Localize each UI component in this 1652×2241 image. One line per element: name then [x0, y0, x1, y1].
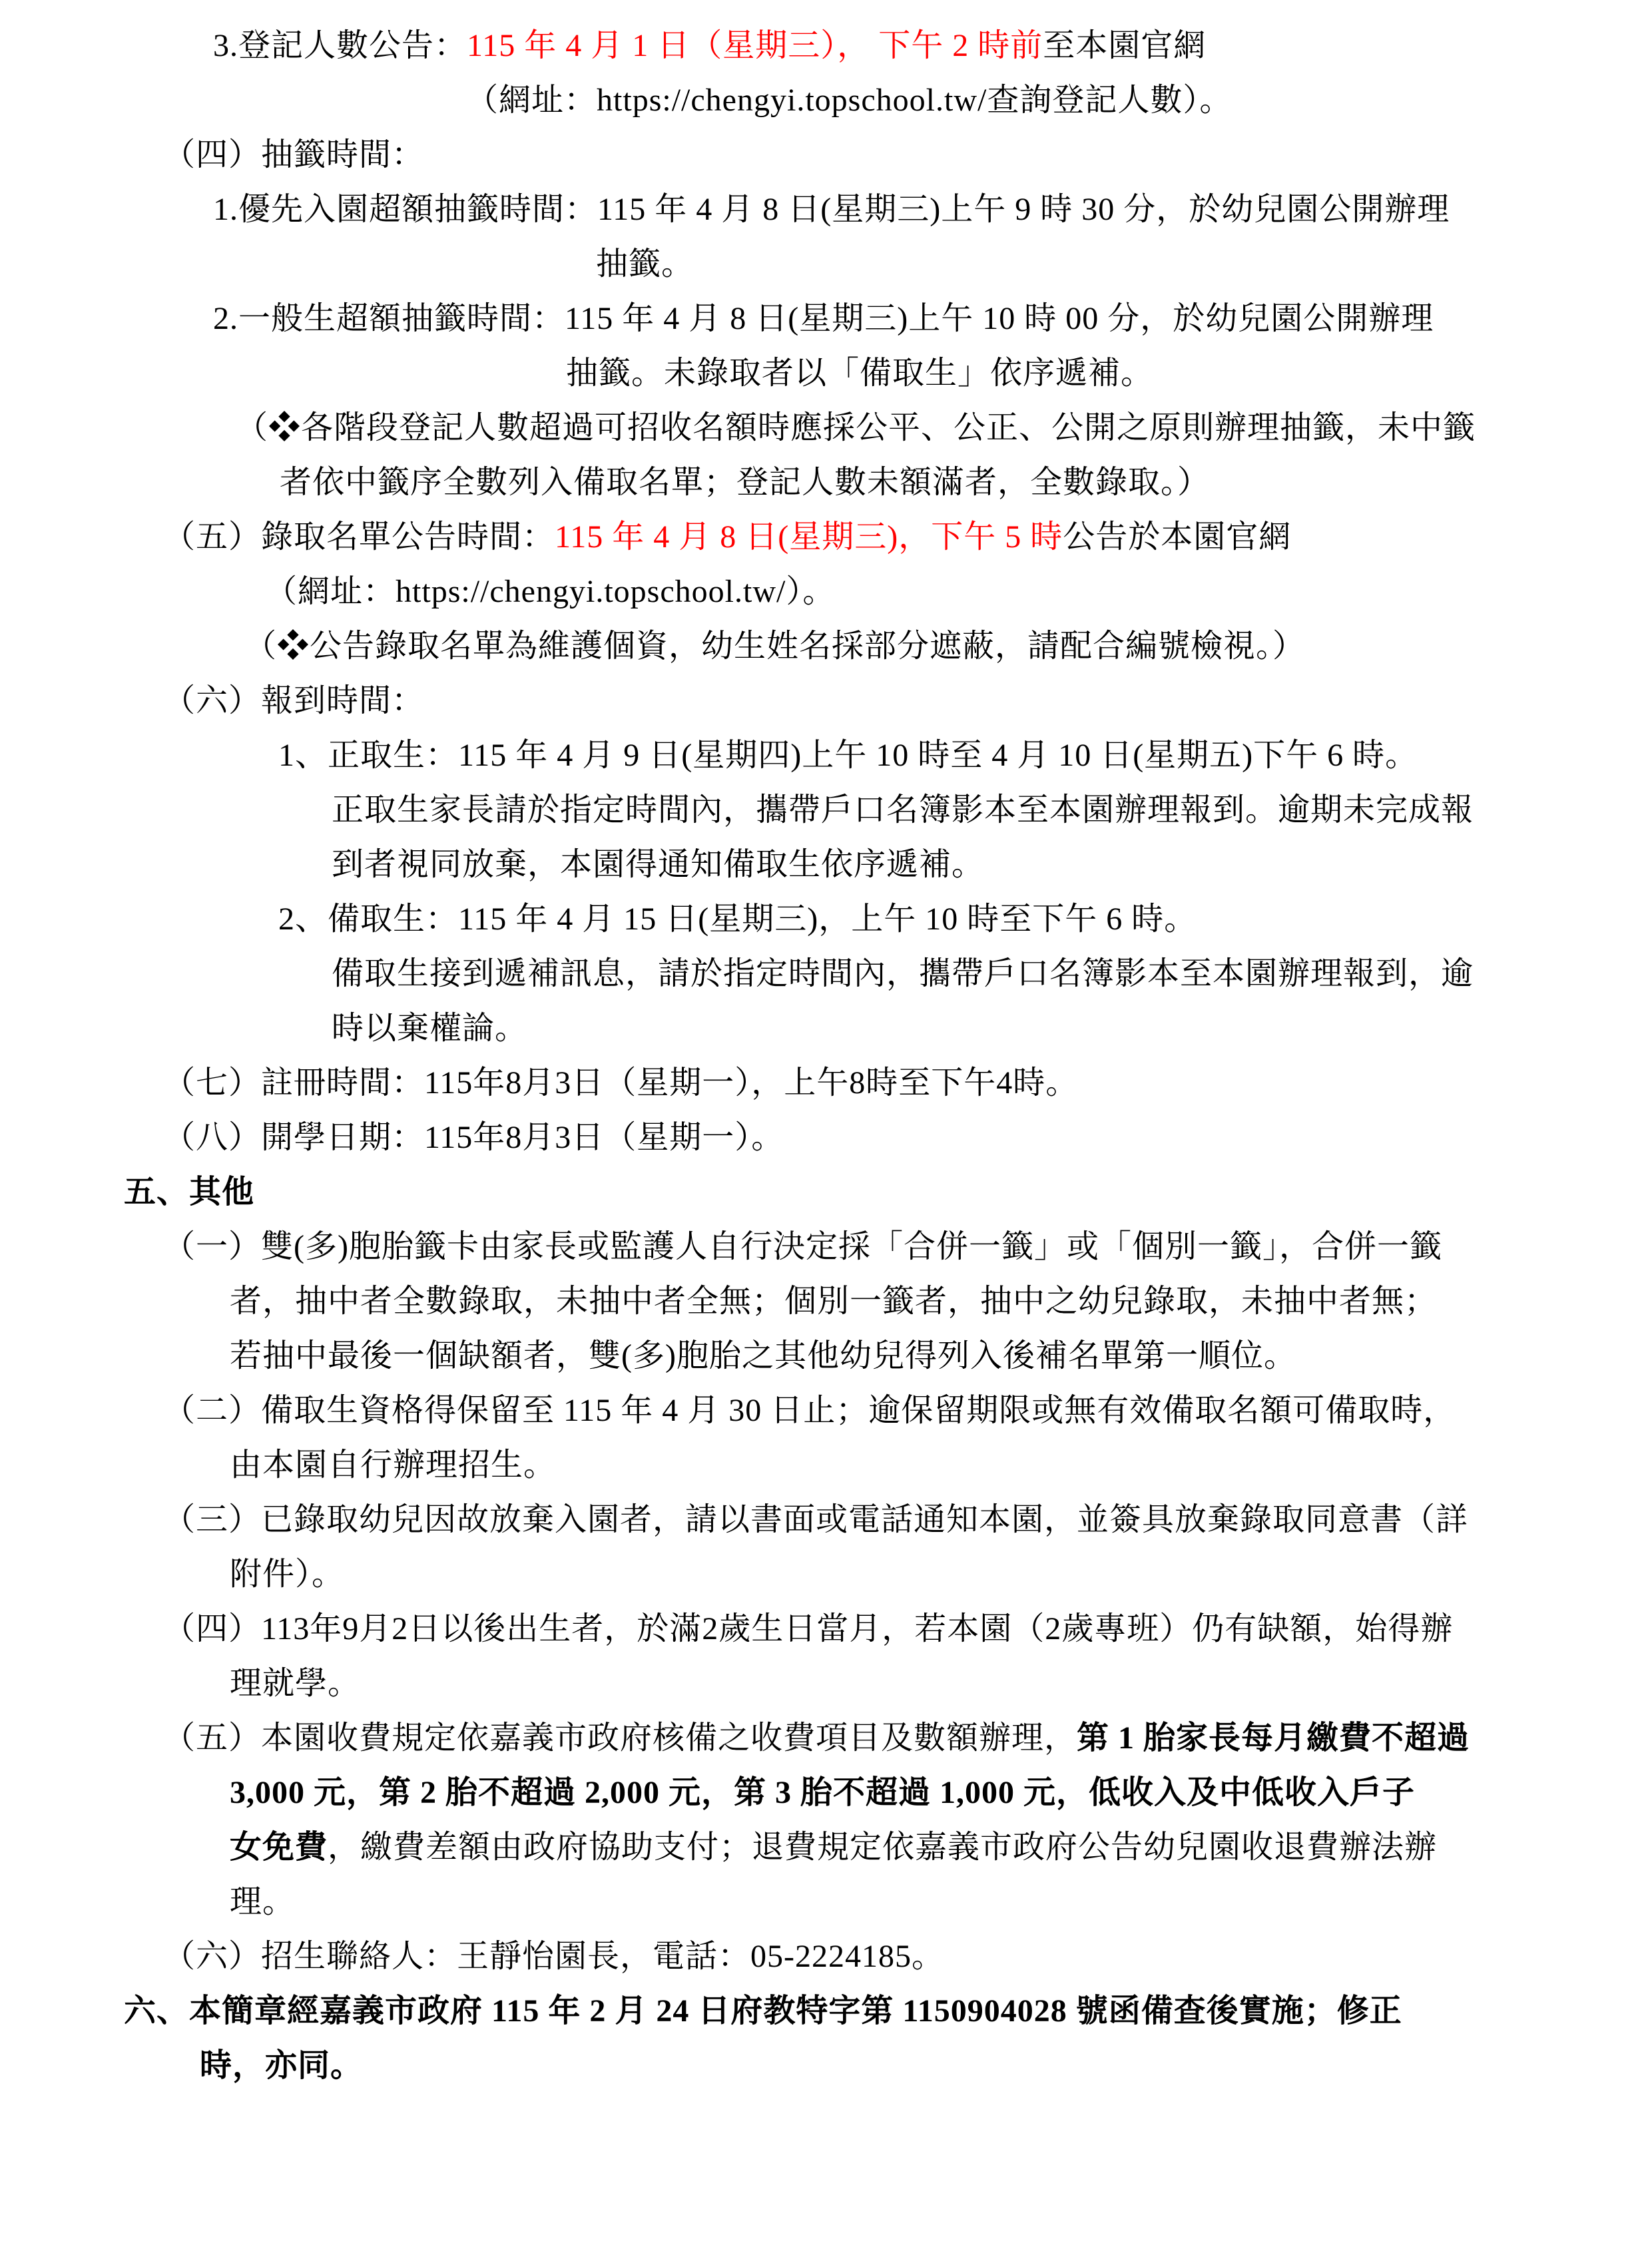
text-segment: 者，抽中者全數錄取，未抽中者全無；個別一籤者，抽中之幼兒錄取，未抽中者無； [230, 1284, 1438, 1319]
text-line [0, 292, 1652, 346]
text-line [0, 1438, 1652, 1493]
text-line [0, 1274, 1652, 1329]
text-segment: 由本園自行辦理招生。 [230, 1447, 557, 1483]
url-text: https://chengyi.topschool.tw/ [396, 574, 786, 609]
text-segment: 抽籤。 [596, 246, 694, 282]
text-segment: 備取生接到遞補訊息，請於指定時間內，攜帶戶口名簿影本至本園辦理報到，逾 [332, 956, 1474, 991]
text-line [0, 1165, 1652, 1220]
text-line [0, 1111, 1652, 1165]
text-segment: 115 年 4 月 1 日（星期三）， 下午 2 時前 [467, 28, 1043, 63]
text-segment: 2.一般生超額抽籤時間：115 年 4 月 8 日(星期三)上午 10 時 00 分，於幼兒園公開辦理 [213, 301, 1434, 336]
text-segment: 1、正取生：115 年 4 月 9 日(星期四)上午 10 時至 4 月 10 日(星期五)下午 6 時。 [278, 738, 1418, 773]
text-segment: 六、本簡章經嘉義市政府 115 年 2 月 24 日府教特字第 1150904028 號函備查後實施；修正 [124, 1993, 1402, 2029]
text-line [0, 619, 1652, 674]
text-segment: （五）錄取名單公告時間： [163, 519, 555, 555]
url-text: https://chengyi.topschool.tw/查詢登記人數 [597, 83, 1183, 118]
text-line [0, 1493, 1652, 1547]
text-line [0, 1547, 1652, 1602]
text-segment: 第 1 胎家長每月繳費不超過 [1077, 1720, 1470, 1756]
text-segment: （三）已錄取幼兒因故放棄入園者，請以書面或電話通知本園，並簽具放棄錄取同意書（詳 [163, 1502, 1469, 1537]
text-line [0, 947, 1652, 1001]
text-line [0, 1220, 1652, 1274]
text-segment: 公告於本園官網 [1063, 519, 1292, 555]
text-line [0, 73, 1652, 128]
text-line [0, 1001, 1652, 1056]
text-line [0, 1656, 1652, 1711]
text-segment: ，繳費差額由政府協助支付；退費規定依嘉義市政府公告幼兒園收退費辦法辦 [328, 1830, 1438, 1865]
text-segment: （二）備取生資格得保留至 115 年 4 月 30 日止；逾保留期限或無有效備取名額可備取時， [163, 1393, 1456, 1428]
text-line [0, 346, 1652, 401]
text-segment: 時以棄權論。 [332, 1011, 528, 1046]
text-segment: 到者視同放棄，本園得通知備取生依序遞補。 [332, 847, 985, 882]
text-line [0, 783, 1652, 838]
text-line [0, 1383, 1652, 1438]
text-segment: （四）113年9月2日以後出生者，於滿2歲生日當月，若本園（2歲專班）仍有缺額，始得辦 [163, 1611, 1454, 1646]
text-segment: 115 年 4 月 8 日(星期三)，下午 5 時 [555, 519, 1063, 555]
text-segment: ）。 [786, 574, 836, 609]
text-segment: 1.優先入園超額抽籤時間：115 年 4 月 8 日(星期三)上午 9 時 30 分，於幼兒園公開辦理 [213, 192, 1450, 227]
text-segment: （❖各階段登記人數超過可招收名額時應採公平、公正、公開之原則辦理抽籤，未中籤 [236, 410, 1476, 445]
text-line [0, 237, 1652, 292]
text-segment: （六）招生聯絡人：王靜怡園長，電話：05-2224185。 [163, 1939, 944, 1974]
text-segment: （六）報到時間： [163, 683, 425, 718]
text-segment: 3,000 元，第 2 胎不超過 2,000 元，第 3 胎不超過 1,000 元，低收入及中低收入戶子 [230, 1775, 1416, 1810]
text-line [0, 401, 1652, 455]
text-segment: 2、備取生：115 年 4 月 15 日(星期三)，上午 10 時至下午 6 時。 [278, 901, 1197, 937]
text-segment: 五、其他 [124, 1174, 255, 1210]
text-segment: ）。 [1183, 83, 1233, 118]
text-segment: （八）開學日期：115年8月3日（星期一）。 [163, 1120, 784, 1155]
text-line [0, 510, 1652, 565]
text-line [0, 182, 1652, 237]
text-segment: 理就學。 [230, 1666, 361, 1701]
text-line [0, 1820, 1652, 1875]
text-segment: （一）雙(多)胞胎籤卡由家長或監護人自行決定採「合併一籤」或「個別一籤」，合併一籤 [163, 1229, 1442, 1264]
text-line [0, 728, 1652, 783]
text-segment: （四）抽籤時間： [163, 137, 425, 172]
text-line [0, 19, 1652, 73]
text-line [0, 1875, 1652, 1929]
text-segment: （❖公告錄取名單為維護個資，幼生姓名採部分遮蔽，請配合編號檢視。） [244, 628, 1306, 664]
text-line [0, 2039, 1652, 2093]
text-segment: （七）註冊時間：115年8月3日（星期一），上午8時至下午4時。 [163, 1065, 1079, 1101]
text-line [0, 565, 1652, 619]
text-line [0, 1602, 1652, 1656]
text-segment: （網址： [265, 574, 396, 609]
text-segment: 3.登記人數公告： [213, 28, 467, 63]
text-line [0, 838, 1652, 892]
text-segment: 至本園官網 [1043, 28, 1207, 63]
text-segment: 者依中籤序全數列入備取名單；登記人數未額滿者，全數錄取。） [280, 465, 1211, 500]
text-segment: 正取生家長請於指定時間內，攜帶戶口名簿影本至本園辦理報到。逾期未完成報 [332, 792, 1474, 828]
text-line [0, 674, 1652, 728]
text-segment: （五）本園收費規定依嘉義市政府核備之收費項目及數額辦理， [163, 1720, 1077, 1756]
text-line [0, 1984, 1652, 2039]
text-line [0, 892, 1652, 947]
text-line [0, 1056, 1652, 1111]
text-segment: 理。 [230, 1884, 296, 1919]
text-line [0, 1766, 1652, 1820]
text-line [0, 1929, 1652, 1984]
text-line [0, 128, 1652, 182]
text-segment: 若抽中最後一個缺額者，雙(多)胞胎之其他幼兒得列入後補名單第一順位。 [230, 1338, 1296, 1373]
text-segment: 時，亦同。 [200, 2048, 364, 2083]
text-segment: 抽籤。未錄取者以「備取生」依序遞補。 [566, 356, 1154, 391]
text-segment: 女免費 [230, 1830, 328, 1865]
text-line [0, 1329, 1652, 1383]
text-line [0, 455, 1652, 510]
text-segment: 附件）。 [230, 1557, 345, 1592]
text-segment: （網址： [466, 83, 597, 118]
text-line [0, 1711, 1652, 1766]
